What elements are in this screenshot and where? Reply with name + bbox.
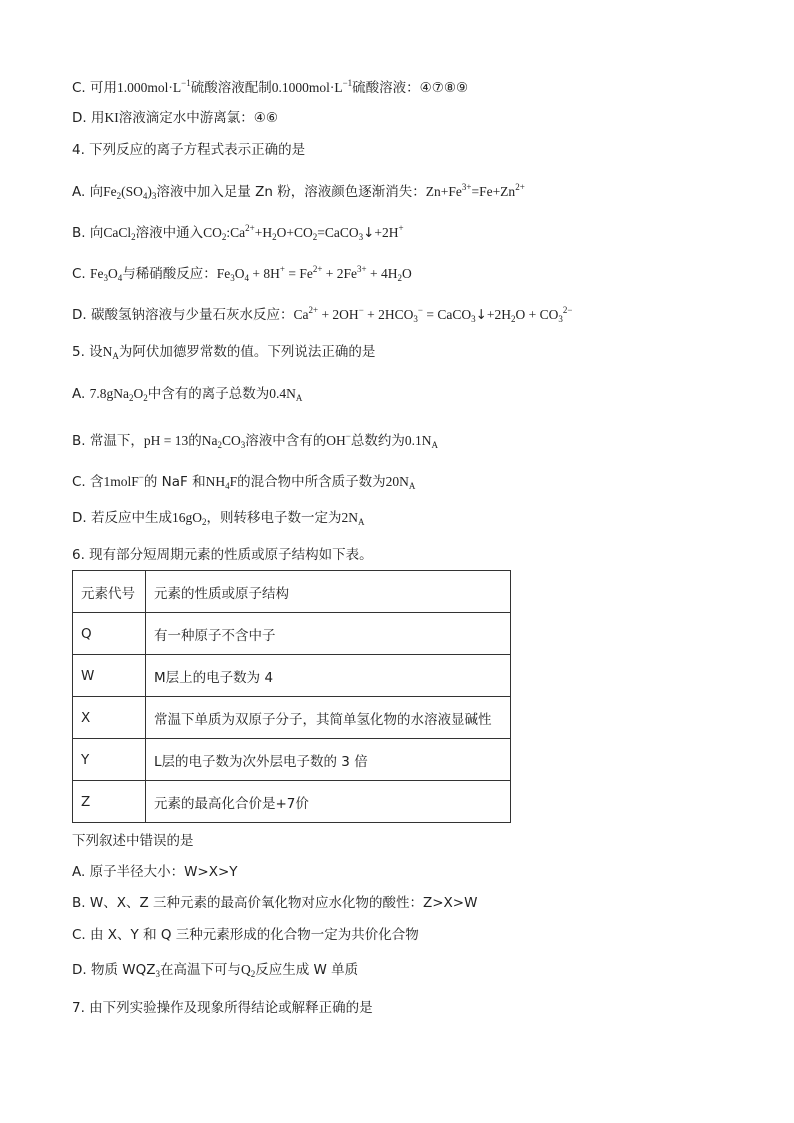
q3-option-d: D. 用KI溶液滴定水中游离氯：④⑥: [72, 110, 278, 126]
table-cell: Z: [73, 781, 146, 823]
table-cell: 有一种原子不含中子: [146, 613, 511, 655]
table-cell: 常温下单质为双原子分子，其简单氢化物的水溶液显碱性: [146, 697, 511, 739]
q6-option-d: D. 物质 $WQZ_3$在高温下可与$Q_2$反应生成 W 单质: [72, 962, 359, 979]
table-cell: L层的电子数为次外层电子数的 3 倍: [146, 739, 511, 781]
element-table: [72, 570, 511, 823]
q5-option-a: A. $7.8gNa_2O_2$中含有的离子总数为$0.4N_A$: [72, 386, 303, 403]
q3-option-c: C. 可用$1.000mol\cdot L^{-1}$硫酸溶液配制$0.1000mol\cdot L^{-1}$硫酸溶液：④⑦⑧⑨: [72, 78, 469, 96]
q7-stem: 7. 由下列实验操作及现象所得结论或解释正确的是: [72, 1000, 373, 1016]
table-row: [73, 655, 511, 697]
q5-stem: 5. 设$N_A$为阿伏加德罗常数的值。下列说法正确的是: [72, 344, 376, 361]
table-cell: X: [73, 697, 146, 739]
q6-option-b: B. W、X、Z 三种元素的最高价氧化物对应水化物的酸性：Z>X>W: [72, 895, 478, 911]
table-row: [73, 697, 511, 739]
table-cell: M层上的电子数为 4: [146, 655, 511, 697]
table-cell: Y: [73, 739, 146, 781]
q6-after-text: 下列叙述中错误的是: [72, 833, 194, 849]
q4-option-a: A. 向$Fe_2(SO_4)_3$溶液中加入足量 Zn 粉，溶液颜色逐渐消失：$Zn+Fe^{3+}=Fe+Zn^{2+}$: [72, 182, 525, 201]
q4-stem: 4. 下列反应的离子方程式表示正确的是: [72, 142, 306, 158]
q4-option-b: B. 向CaCl$_2$溶液中通入$CO_2:Ca^{2+}+H_2O+CO_2=CaCO_3↓+2H^+$: [72, 223, 404, 242]
q5-option-b: B. 常温下，pH = 13的$Na_2CO_3$溶液中含有的OH−总数约为$0.1N_A$: [72, 431, 438, 450]
table-cell: Q: [73, 613, 146, 655]
table-row: [73, 613, 511, 655]
table-row: [73, 781, 511, 823]
q4-option-d: D. 碳酸氢钠溶液与少量石灰水反应：$Ca^{2+} + 2OH^- + 2HCO_3^-$ = $CaCO_3↓+2H_2O + CO_3^{2-}$: [72, 305, 573, 324]
q5-option-d: D. 若反应中生成$16gO_2$，则转移电子数一定为$2N_A$: [72, 510, 365, 527]
table-header: 元素的性质或原子结构: [146, 571, 511, 613]
table-row: [73, 739, 511, 781]
table-cell: 元素的最高化合价是+7价: [146, 781, 511, 823]
q6-stem: 6. 现有部分短周期元素的性质或原子结构如下表。: [72, 547, 373, 563]
q6-option-c: C. 由 X、Y 和 Q 三种元素形成的化合物一定为共价化合物: [72, 927, 419, 943]
table-header: 元素代号: [73, 571, 146, 613]
q5-option-c: C. 含1molF−的 NaF 和$NH_4F$的混合物中所含质子数为$20N_A$: [72, 472, 416, 491]
q4-option-c: C. $Fe_3O_4$与稀硝酸反应：$Fe_3O_4 + 8H^+ = Fe^{2+} + 2Fe^{3+} + 4H_2O$: [72, 264, 412, 283]
table-header-row: [73, 571, 511, 613]
table-cell: W: [73, 655, 146, 697]
q6-option-a: A. 原子半径大小：W>X>Y: [72, 864, 238, 880]
